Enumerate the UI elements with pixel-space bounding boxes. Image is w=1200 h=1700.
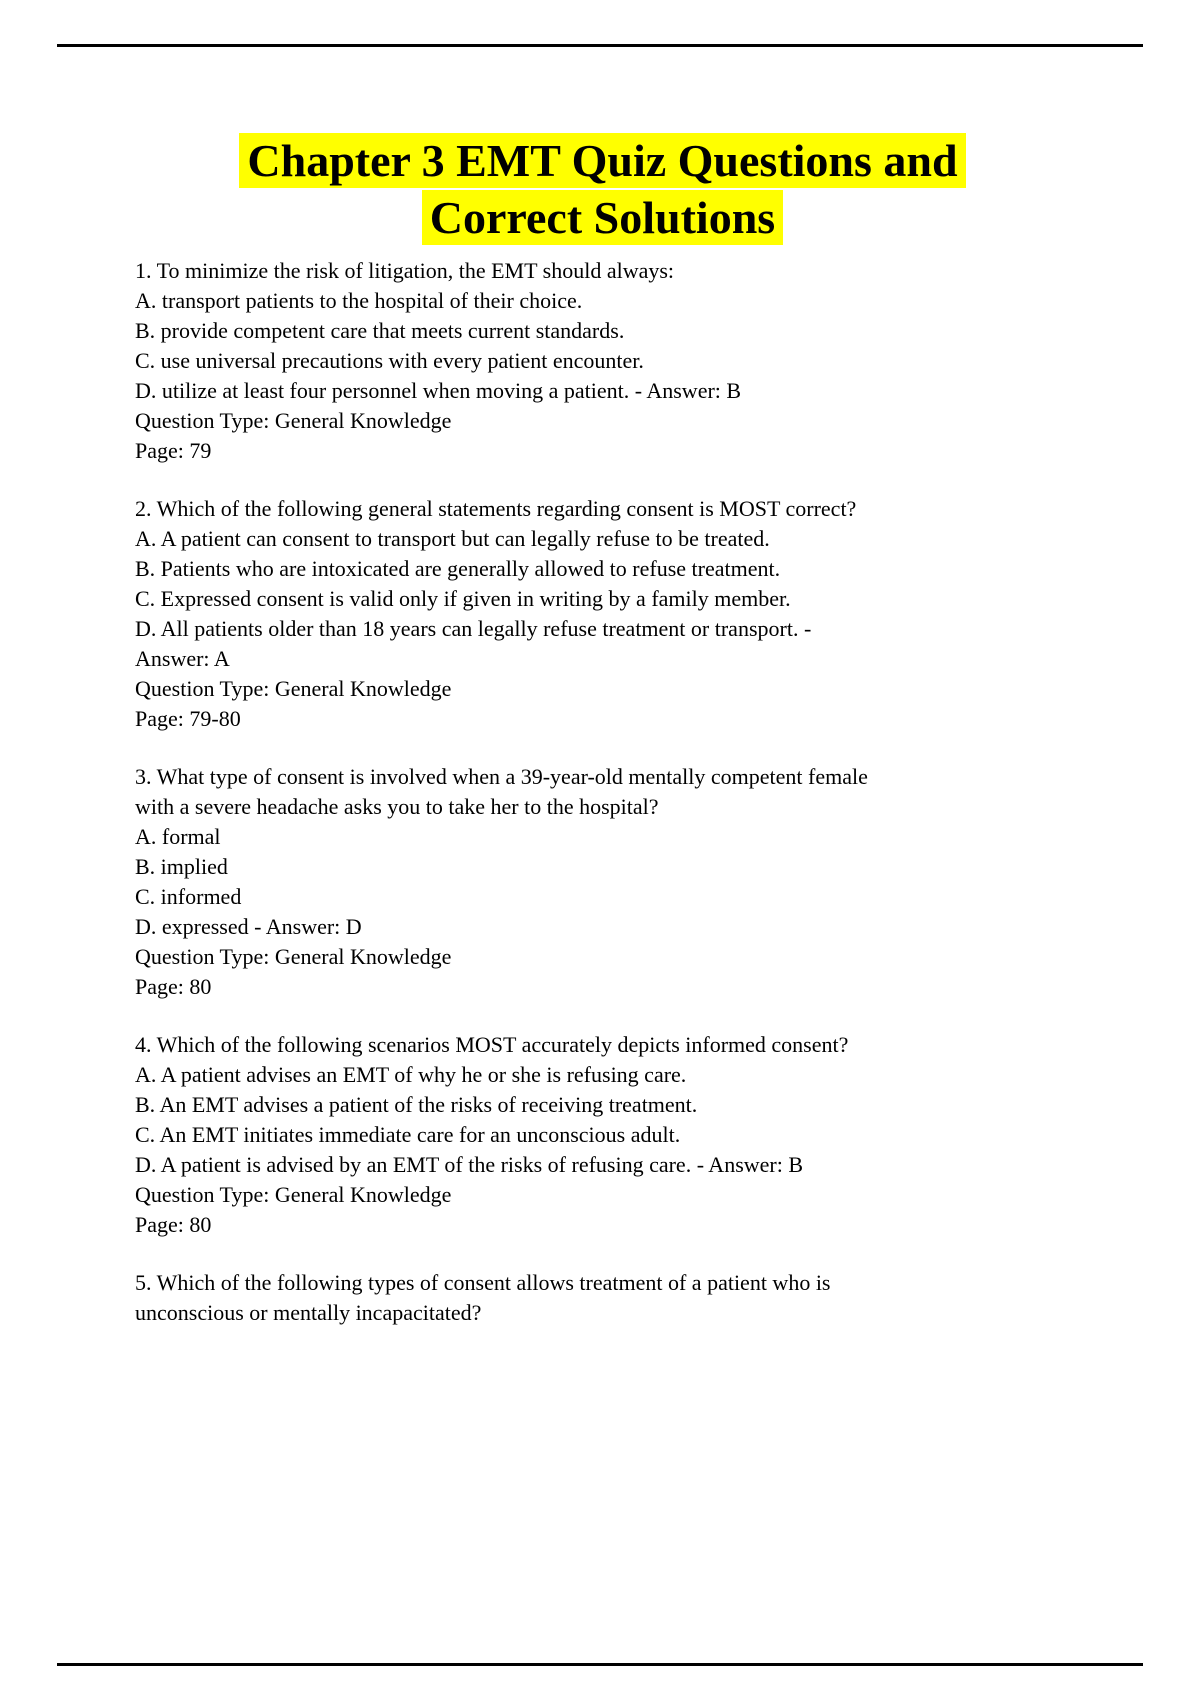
- title-line-1: Chapter 3 EMT Quiz Questions and: [239, 133, 965, 188]
- question-line: A. formal: [135, 824, 221, 849]
- question-line: Answer: A: [135, 646, 230, 671]
- question-line: C. An EMT initiates immediate care for an unconscious adult.: [135, 1122, 681, 1147]
- question-block-3: [135, 762, 1070, 1002]
- question-line: D. utilize at least four personnel when moving a patient. - Answer: B: [135, 378, 742, 403]
- question-line: 3. What type of consent is involved when a 39-year-old mentally competent female: [135, 764, 868, 789]
- question-line: D. All patients older than 18 years can legally refuse treatment or transport. -: [135, 616, 812, 641]
- question-line: B. An EMT advises a patient of the risks of receiving treatment.: [135, 1092, 698, 1117]
- question-line: D. A patient is advised by an EMT of the risks of refusing care. - Answer: B: [135, 1152, 804, 1177]
- question-line: C. informed: [135, 884, 242, 909]
- question-line: Page: 79: [135, 438, 212, 463]
- question-line: Question Type: General Knowledge: [135, 676, 452, 701]
- question-line: Question Type: General Knowledge: [135, 1182, 452, 1207]
- top-rule: [57, 44, 1143, 47]
- document-title: [135, 132, 1070, 246]
- title-line-2: Correct Solutions: [422, 190, 783, 245]
- document-content: [135, 132, 1070, 1356]
- question-line: 4. Which of the following scenarios MOST accurately depicts informed consent?: [135, 1032, 849, 1057]
- question-line: with a severe headache asks you to take her to the hospital?: [135, 794, 659, 819]
- question-line: B. Patients who are intoxicated are generally allowed to refuse treatment.: [135, 556, 781, 581]
- question-line: B. implied: [135, 854, 228, 879]
- question-line: C. Expressed consent is valid only if given in writing by a family member.: [135, 586, 791, 611]
- question-line: B. provide competent care that meets current standards.: [135, 318, 625, 343]
- question-line: Question Type: General Knowledge: [135, 408, 452, 433]
- question-line: 5. Which of the following types of consent allows treatment of a patient who is: [135, 1270, 831, 1295]
- questions-container: [135, 256, 1070, 1328]
- question-line: 1. To minimize the risk of litigation, the EMT should always:: [135, 258, 675, 283]
- question-line: C. use universal precautions with every patient encounter.: [135, 348, 644, 373]
- bottom-rule: [57, 1663, 1143, 1666]
- question-line: A. A patient advises an EMT of why he or she is refusing care.: [135, 1062, 687, 1087]
- question-line: A. A patient can consent to transport but can legally refuse to be treated.: [135, 526, 770, 551]
- question-line: Question Type: General Knowledge: [135, 944, 452, 969]
- question-line: Page: 79-80: [135, 706, 241, 731]
- question-line: Page: 80: [135, 974, 212, 999]
- question-line: A. transport patients to the hospital of their choice.: [135, 288, 583, 313]
- question-block-1: [135, 256, 1070, 466]
- question-block-2: [135, 494, 1070, 734]
- question-block-4: [135, 1030, 1070, 1240]
- question-line: Page: 80: [135, 1212, 212, 1237]
- question-block-5: [135, 1268, 1070, 1328]
- question-line: unconscious or mentally incapacitated?: [135, 1300, 482, 1325]
- question-line: D. expressed - Answer: D: [135, 914, 362, 939]
- question-line: 2. Which of the following general statements regarding consent is MOST correct?: [135, 496, 857, 521]
